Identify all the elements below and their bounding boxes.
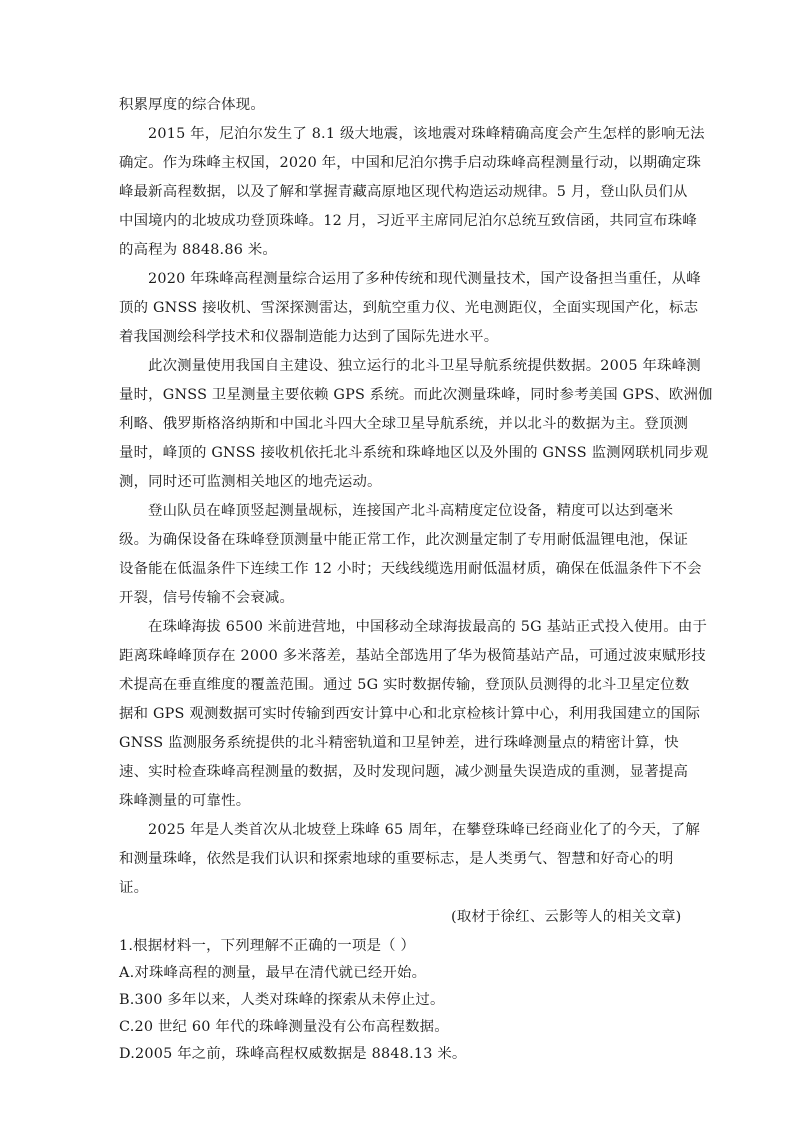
paragraph-line: 测，同时还可监测相关地区的地壳运动。 [119,474,382,490]
paragraph-line: 在珠峰海拔 6500 米前进营地，中国移动全球海拔最高的 5G 基站正式投入使用。由于 [148,619,708,635]
paragraph-line: 珠峰测量的可靠性。 [119,793,251,809]
paragraph-line: 2025 年是人类首次从北坡登上珠峰 65 周年，在攀登珠峰已经商业化了的今天，了解 [148,822,700,838]
paragraph-line: 证。 [119,880,149,896]
paragraph-line: 积累厚度的综合体现。 [119,97,265,113]
option-d: D.2005 年之前，珠峰高程权威数据是 8848.13 米。 [119,1046,467,1062]
paragraph-line: GNSS 监测服务系统提供的北斗精密轨道和卫星钟差，进行珠峰测量点的精密计算，快 [119,735,679,751]
paragraph-line: 据和 GPS 观测数据可实时传输到西安计算中心和北京检核计算中心，利用我国建立的国际 [119,706,701,722]
paragraph-line: 2015 年，尼泊尔发生了 8.1 级大地震，该地震对珠峰精确高度会产生怎样的影响无法 [148,126,705,142]
option-a: A.对珠峰高程的测量，最早在清代就已经开始。 [119,965,427,981]
paragraph-line: 着我国测绘科学技术和仪器制造能力达到了国际先进水平。 [119,329,499,345]
question-stem: 1.根据材料一，下列理解不正确的一项是（ ） [119,938,416,954]
paragraph-line: 利略、俄罗斯格洛纳斯和中国北斗四大全球卫星导航系统，并以北斗的数据为主。登顶测 [119,416,689,432]
paragraph-line: 确定。作为珠峰主权国，2020 年，中国和尼泊尔携手启动珠峰高程测量行动，以期确定珠 [119,155,702,171]
paragraph-line: 速、实时检查珠峰高程测量的数据，及时发现问题，减少测量失误造成的重测，显著提高 [119,764,689,780]
paragraph-line: 级。为确保设备在珠峰登顶测量中能正常工作，此次测量定制了专用耐低温锂电池，保证 [119,532,689,548]
paragraph-line: 和测量珠峰，依然是我们认识和探索地球的重要标志，是人类勇气、智慧和好奇心的明 [119,851,674,867]
paragraph-line: 的高程为 8848.86 米。 [119,242,278,258]
source-attribution: (取材于徐红、云影等人的相关文章) [451,909,682,925]
paragraph-line: 开裂，信号传输不会衰减。 [119,590,295,606]
paragraph-line: 量时，GNSS 卫星测量主要依赖 GPS 系统。而此次测量珠峰，同时参考美国 GPS、欧洲伽 [119,387,713,403]
paragraph-line: 设备能在低温条件下连续工作 12 小时；天线线缆选用耐低温材质，确保在低温条件下不会 [119,561,702,577]
paragraph-line: 顶的 GNSS 接收机、雪深探测雷达，到航空重力仪、光电测距仪，全面实现国产化，标志 [119,300,699,316]
paragraph-line: 中国境内的北坡成功登顶珠峰。12 月，习近平主席同尼泊尔总统互致信函，共同宣布珠峰 [119,213,697,229]
paragraph-line: 术提高在垂直维度的覆盖范围。通过 5G 实时数据传输，登顶队员测得的北斗卫星定位数 [119,677,690,693]
option-b: B.300 多年以来，人类对珠峰的探索从未停止过。 [119,992,445,1008]
paragraph-line: 距离珠峰峰顶存在 2000 多米落差，基站全部选用了华为极简基站产品，可通过波束赋形技 [119,648,706,664]
paragraph-line: 峰最新高程数据，以及了解和掌握青藏高原地区现代构造运动规律。5 月，登山队员们从 [119,184,688,200]
paragraph-line: 2020 年珠峰高程测量综合运用了多种传统和现代测量技术，国产设备担当重任，从峰 [148,271,701,287]
option-c: C.20 世纪 60 年代的珠峰测量没有公布高程数据。 [119,1019,449,1035]
paragraph-line: 登山队员在峰顶竖起测量觇标，连接国产北斗高精度定位设备，精度可以达到毫米 [148,503,674,519]
paragraph-line: 此次测量使用我国自主建设、独立运行的北斗卫星导航系统提供数据。2005 年珠峰测 [148,358,701,374]
paragraph-line: 量时，峰顶的 GNSS 接收机依托北斗系统和珠峰地区以及外围的 GNSS 监测网联机同步观 [119,445,709,461]
